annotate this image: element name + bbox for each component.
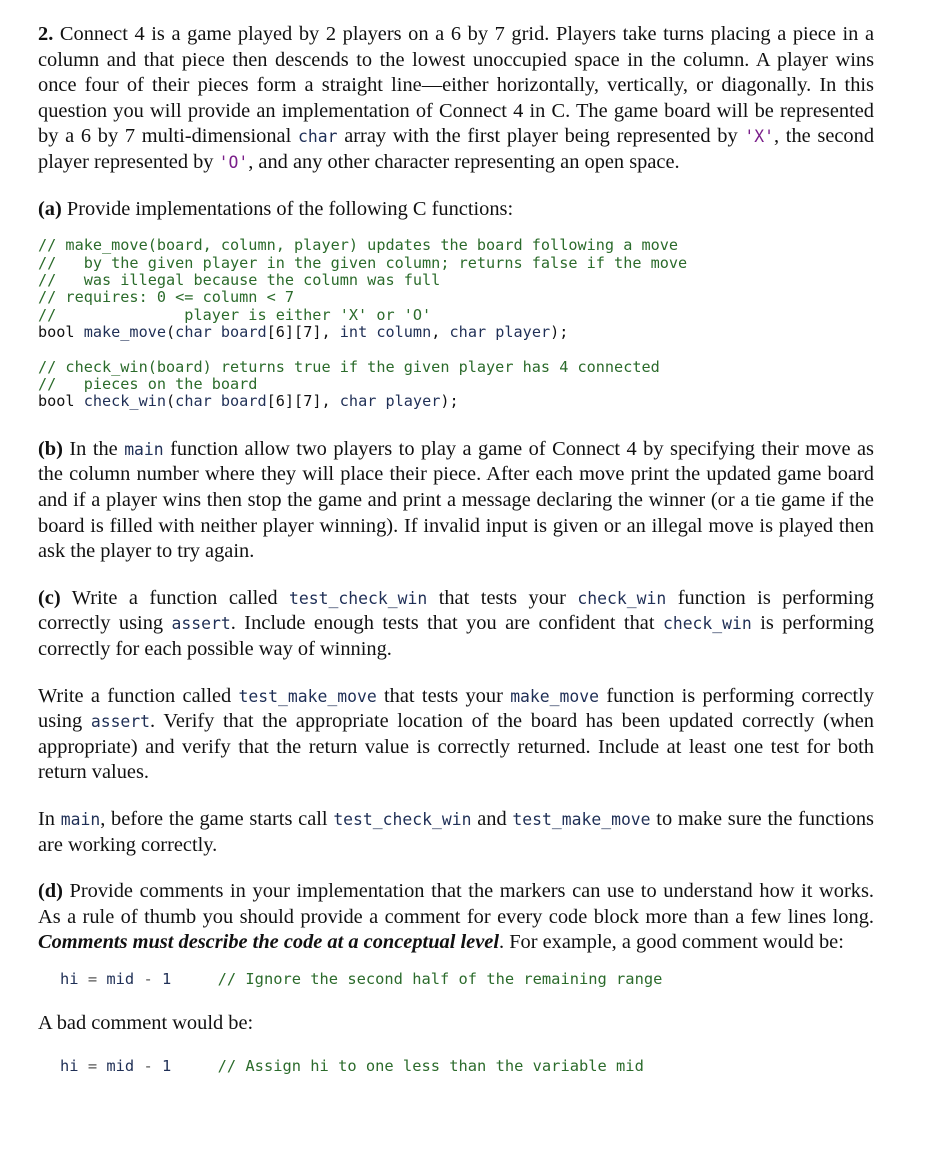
part-d: [38, 879, 874, 956]
good-comment-example: [38, 970, 944, 988]
question-number: 2.: [38, 23, 54, 45]
check-win-fn: check_win: [577, 588, 667, 608]
part-d-text-1: Provide comments in your implementation that the markers can use to understand how it works. As a rule of thumb you should provide a comment for every code block more than a few lines long.: [38, 880, 874, 928]
question-2-intro: [38, 22, 874, 176]
x-literal: 'X': [744, 127, 774, 147]
example-op: -: [134, 969, 162, 988]
code-comment-line: // was illegal because the column was full: [38, 270, 441, 289]
part-b-text-2: function allow two players to play a game of Connect 4 by specifying their move as the column number where they will place their piece. After each move print the updated game board and if a player wins then stop the game and print a message declaring the winner (or a tie game if the board is filled with neither player winning). If invalid input is given or an illegal move is played then ask the player to try again.: [38, 437, 874, 563]
part-c-text-4: . Include enough tests that you are confident that: [230, 612, 663, 635]
code-comment-line: // requires: 0 <= column < 7: [38, 288, 295, 307]
bad-comment-intro: A bad comment would be:: [38, 1011, 254, 1034]
code-function-name: check_win: [83, 392, 167, 411]
example-var: mid: [106, 969, 135, 988]
char-keyword: char: [298, 127, 338, 147]
part-d-label: (d): [38, 880, 63, 903]
part-c-main: [38, 807, 874, 858]
test-check-win-fn: test_check_win: [333, 809, 472, 829]
part-d-emphasis: Comments must describe the code at a conceptual level: [38, 931, 499, 954]
make-move-code-block: [38, 237, 944, 341]
test-make-move-fn: test_make_move: [512, 809, 651, 829]
part-c3-text-1: In: [38, 807, 61, 830]
code-param: board: [211, 392, 267, 411]
code-param: player: [486, 323, 551, 342]
make-move-fn: make_move: [510, 686, 599, 706]
assert-fn: assert: [90, 712, 151, 732]
code-comment-line: // by the given player in the given column; returns false if the move: [38, 253, 688, 272]
example-num: 1: [161, 1056, 172, 1075]
test-check-win-fn: test_check_win: [289, 588, 428, 608]
code-type: int: [339, 323, 368, 342]
bad-comment-example: [38, 1057, 944, 1075]
code-comment-line: // make_move(board, column, player) updates the board following a move: [38, 236, 679, 255]
part-c2-text-2: that tests your: [376, 684, 511, 707]
code-type: bool: [38, 392, 84, 411]
part-c: [38, 586, 874, 663]
code-punct: );: [440, 392, 459, 411]
part-a-label: (a): [38, 197, 62, 220]
part-c2-text-4: . Verify that the appropriate location of the board has been updated correctly (when appropriate) and verify that the return value is correctly returned. Include at least one test for both return values.: [38, 710, 874, 784]
example-num: 1: [161, 969, 172, 988]
code-punct: );: [550, 323, 569, 342]
example-comment: // Assign hi to one less than the variable mid: [217, 1056, 644, 1075]
code-type: bool: [38, 323, 84, 342]
assert-fn: assert: [171, 614, 231, 634]
part-c3-text-3: and: [471, 807, 513, 830]
part-b-text-1: In the: [62, 437, 125, 460]
part-c-text-5: is performing correctly for each possible way of winning.: [38, 612, 874, 660]
check-win-code-block: [38, 359, 944, 411]
part-c-text-1: Write a function called: [60, 586, 290, 609]
example-var: hi: [60, 1056, 79, 1075]
intro-text-2: array with the first player being represented by: [337, 125, 745, 148]
code-punct: ,: [431, 323, 450, 342]
part-d-text-2: . For example, a good comment would be:: [499, 931, 844, 954]
code-param: board: [211, 323, 267, 342]
part-c3-text-4: to make sure the functions are working correctly.: [38, 807, 874, 856]
code-function-name: make_move: [83, 323, 167, 342]
code-param: player: [376, 392, 441, 411]
part-b-label: (b): [38, 437, 63, 460]
code-param: column: [367, 323, 432, 342]
code-type: char: [339, 392, 377, 411]
intro-text-3: , the second player represented by: [38, 125, 875, 173]
example-op: -: [134, 1056, 162, 1075]
check-win-fn: check_win: [662, 614, 752, 634]
example-var: hi: [60, 969, 79, 988]
example-var: mid: [106, 1056, 135, 1075]
intro-text-1: Connect 4 is a game played by 2 players on a 6 by 7 grid. Players take turns placing a piece in a column and that piece then descends to the lowest unoccupied space in the column. A player wins once four of their pieces form a straight line—either horizontally, vertically, or diagonally. In this question you will provide an implementation of Connect 4 in C. The game board will be represented by a 6 by 7 multi-dimensional: [38, 23, 874, 148]
intro-text-4: , and any other character representing an open space.: [248, 150, 680, 173]
code-comment-line: // pieces on the board: [38, 375, 258, 393]
code-type: char: [175, 392, 212, 411]
code-punct: (: [166, 323, 176, 342]
example-comment: // Ignore the second half of the remaining range: [217, 969, 663, 988]
example-op: =: [78, 969, 107, 988]
part-c-text-2: that tests your: [427, 586, 578, 609]
part-c3-text-2: , before the game starts call: [100, 807, 334, 830]
part-c2-text-3: function is performing correctly using: [38, 684, 874, 733]
part-c-label: (c): [38, 586, 61, 609]
test-make-move-fn: test_make_move: [238, 686, 377, 706]
part-b: [38, 437, 874, 565]
code-punct: [6][7],: [266, 392, 340, 411]
part-c2-text-1: Write a function called: [38, 684, 239, 707]
code-punct: (: [166, 392, 176, 411]
code-type: char: [449, 323, 487, 342]
main-keyword: main: [124, 439, 164, 459]
main-keyword: main: [60, 809, 101, 829]
o-literal: 'O': [218, 152, 249, 172]
code-comment-line: // player is either 'X' or 'O': [38, 305, 432, 324]
part-a-heading: [38, 197, 874, 223]
part-c-text-3: function is performing correctly using: [38, 586, 874, 635]
example-op: =: [78, 1056, 107, 1075]
code-comment-line: // check_win(board) returns true if the given player has 4 connected: [38, 357, 660, 376]
code-punct: [6][7],: [266, 323, 340, 342]
part-a-text: Provide implementations of the following C functions:: [61, 197, 514, 220]
part-c-make-move: [38, 684, 874, 786]
code-type: char: [175, 323, 212, 342]
